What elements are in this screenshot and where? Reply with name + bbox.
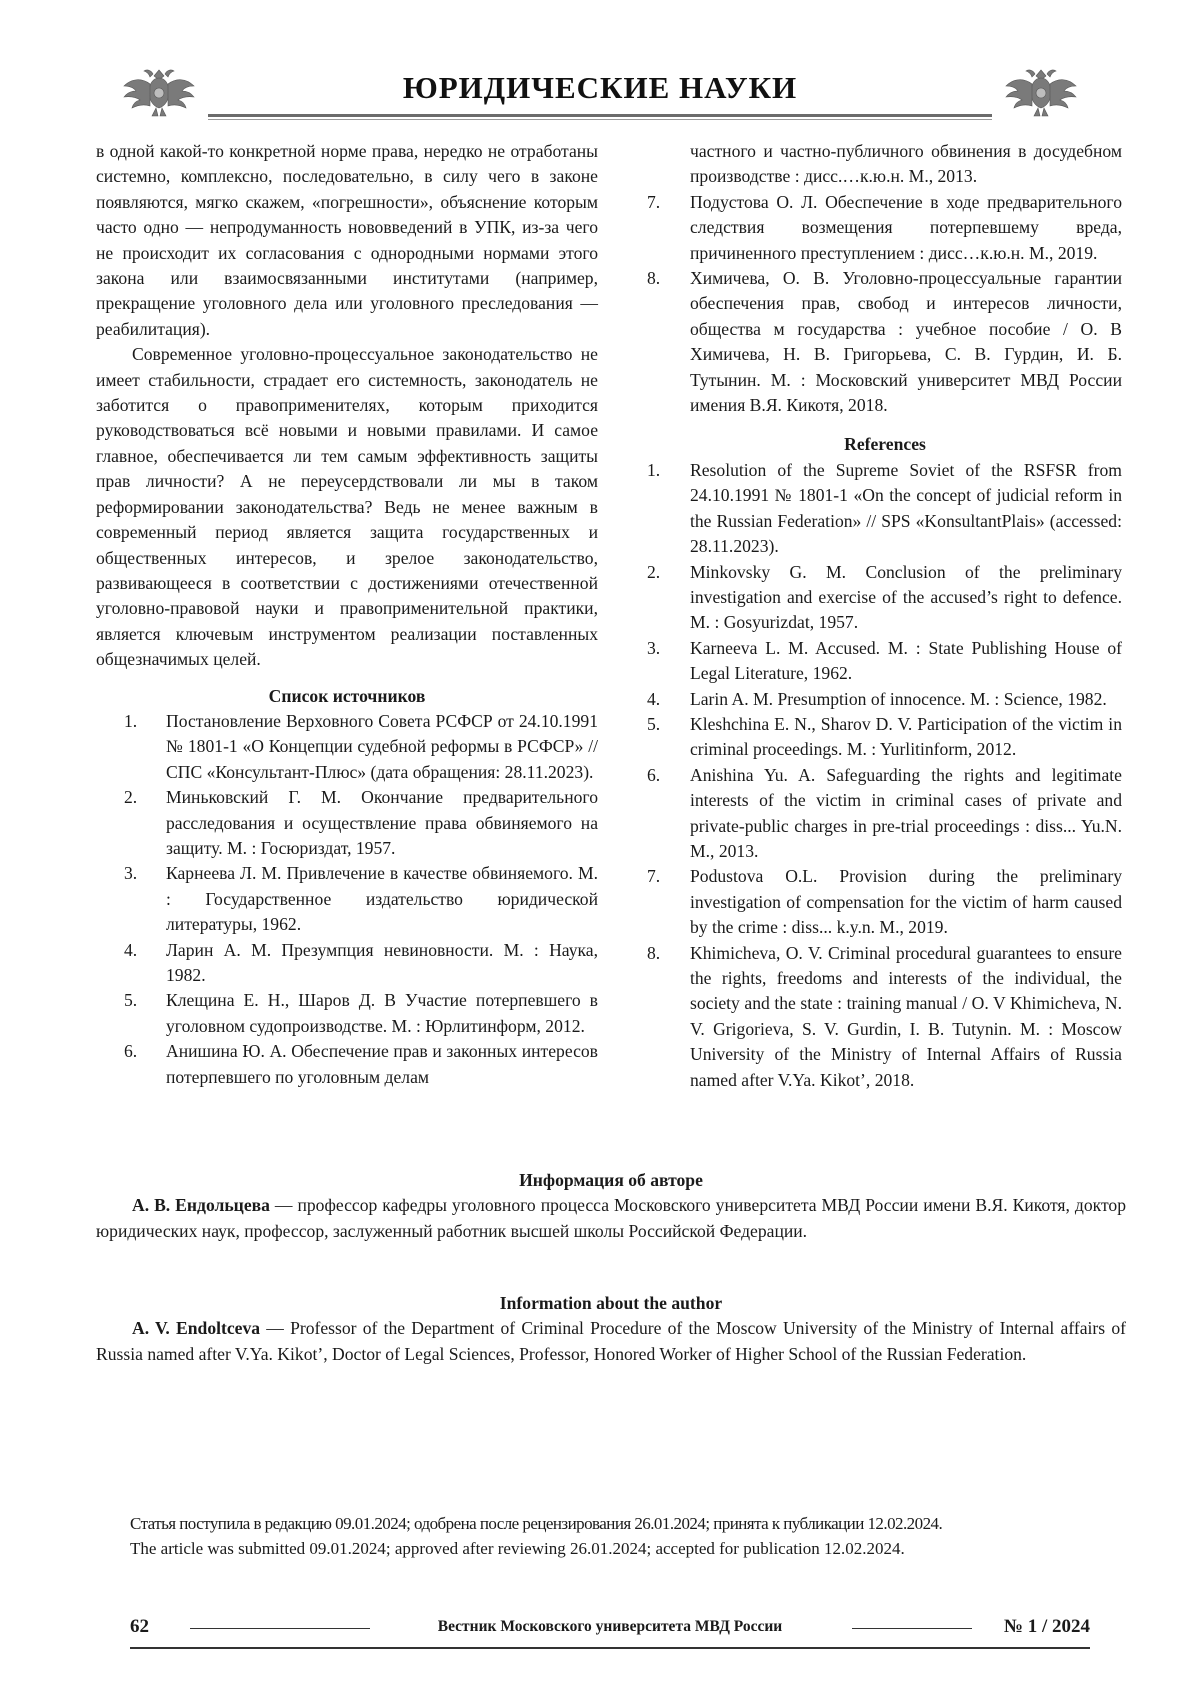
left-column <box>96 139 598 1090</box>
sources-list-continued <box>648 190 1122 419</box>
reference-item: 2. Minkovsky G. M. Conclusion of the preliminary investigation and exercise of the accused’s right to defence. M. : Gosyurizdat, 1957. <box>647 561 1122 633</box>
page-header <box>120 62 1080 126</box>
footer-rule-right <box>852 1628 972 1629</box>
source-item: 2. Миньковский Г. М. Окончание предварительного расследования и осуществление права обвиняемого на защиту. М. : Госюриздат, 1957. <box>124 787 598 858</box>
issue-number: № 1 / 2024 <box>1003 1616 1090 1637</box>
reference-item: 8. Khimicheva, O. V. Criminal procedural guarantees to ensure the rights, freedoms and interests of the individual, the society and the state : training manual / O. V Khimicheva, N. V. Grigorieva, S. V. Gurdin, I. B. Tutynin. M. : Moscow University of the Ministry of Internal Affairs of Russia named after V.Ya. Kikot’, 2018. <box>647 942 1122 1090</box>
source-item-continuation: частного и частно-публичного обвинения в досудебном производстве : дисс.…к.ю.н. М., 2013. <box>690 141 1122 187</box>
right-column <box>648 139 1122 1093</box>
source-item: 4. Ларин А. М. Презумпция невиновности. М. : Наука, 1982. <box>124 939 598 985</box>
author-name: А. В. Ендольцева <box>132 1195 270 1216</box>
body-paragraph: в одной какой-то конкретной норме права, нередко не отработаны системно, комплексно, последовательно, в силу чего в законе появляются, мягко скажем, «погрешности», объяснение которым часто одно — непродуманность нововведений в УПК, из-за чего не происходит их согласования с однородными нормами этого закона или взаимосвязанными институтами (например, прекращение уголовного дела или уголовного преследования — реабилитация). <box>96 141 598 339</box>
header-rule <box>208 114 992 117</box>
source-item: 5. Клещина Е. Н., Шаров Д. В Участие потерпевшего в уголовном судопроизводстве. М. : Юрлитинформ, 2012. <box>124 990 598 1036</box>
author-name: A. V. Endoltceva <box>132 1318 261 1339</box>
source-item: 8. Химичева, О. В. Уголовно-процессуальные гарантии обеспечения прав, свобод и интересов личности, общества м государства : учебное пособие / О. В Химичева, Н. В. Григорьева, С. В. Гурдин, И. Б. Тутынин. М. : Московский университет МВД России имения В.Я. Кикотя, 2018. <box>647 268 1122 416</box>
section-title: ЮРИДИЧЕСКИЕ НАУКИ <box>402 70 798 105</box>
reference-item: 5. Kleshchina E. N., Sharov D. V. Participation of the victim in criminal proceedings. M. : Yurlitinform, 2012. <box>647 713 1122 760</box>
footer-bottom-rule <box>130 1647 1090 1649</box>
source-item: 1. Постановление Верховного Совета РСФСР от 24.10.1991 № 1801-1 «О Концепции судебной реформы в РСФСР» // СПС «Консультант-Плюс» (дата обращения: 28.11.2023). <box>124 710 598 782</box>
reference-item: 1. Resolution of the Supreme Soviet of the RSFSR from 24.10.1991 № 1801-1 «On the concept of judicial reform in the Russian Federation» // SPS «KonsultantPlais» (accessed: 28.11.2023). <box>647 459 1122 557</box>
article-dates <box>130 1511 1120 1562</box>
page-footer <box>130 1616 1090 1646</box>
sources-list <box>96 709 598 1090</box>
author-info-text: А. В. Ендольцева — профессор кафедры уголовного процесса Московского университета МВД России имени В.Я. Кикотя, доктор юридических наук, профессор, заслуженный работник высшей школы Российской Федерации. <box>96 1195 1126 1241</box>
author-info-en <box>96 1291 1126 1367</box>
reference-item: 3. Karneeva L. M. Accused. M. : State Publishing House of Legal Literature, 1962. <box>647 637 1122 684</box>
references-title: References <box>844 434 926 455</box>
body-paragraph: Современное уголовно-процессуальное законодательство не имеет стабильности, страдает его системность, законодатель не заботится о правоприменителях, которым приходится руководствоваться всё новыми и новыми правилами. И самое главное, обеспечивается ли тем самым эффективность защиты прав личности? А не переусердствовали ли мы в таком реформировании законодательства? Ведь не менее важным в современный период является защита государственных и общественных интересов, и зрелое законодательство, развивающееся в соответствии с достижениями отечественной уголовно-правовой науки и правоприменительной практики, является ключевым инструментом реализации поставленных общезначимых целей. <box>96 344 598 670</box>
author-info-ru <box>96 1168 1126 1244</box>
source-item: 3. Карнеева Л. М. Привлечение в качестве обвиняемого. М. : Государственное издательство юридической литературы, 1962. <box>124 863 598 935</box>
sources-title: Список источников <box>268 685 426 706</box>
source-item: 6. Анишина Ю. А. Обеспечение прав и законных интересов потерпевшего по уголовным делам <box>124 1041 598 1087</box>
reference-item: 7. Podustova O.L. Provision during the preliminary investigation of compensation for the victim of harm caused by the crime : diss... k.y.n. M., 2019. <box>647 866 1122 938</box>
double-headed-eagle-emblem-icon <box>1002 62 1080 118</box>
author-info-text: A. V. Endoltceva — Professor of the Department of Criminal Procedure of the Moscow University of the Ministry of Internal affairs of Russia named after V.Ya. Kikot’, Doctor of Legal Sciences, Professor, Honored Worker of Higher School of the Russian Federation. <box>96 1318 1126 1364</box>
references-list <box>648 458 1122 1093</box>
reference-item: 4. Larin A. M. Presumption of innocence. M. : Science, 1982. <box>647 688 1107 709</box>
author-info-title: Информация об авторе <box>519 1170 703 1190</box>
reference-item: 6. Anishina Yu. A. Safeguarding the rights and legitimate interests of the victim in criminal cases of private and private-public charges in pre-trial proceedings : diss... Yu.N. M., 2013. <box>647 764 1122 861</box>
article-dates-en: The article was submitted 09.01.2024; approved after reviewing 26.01.2024; accepted for publication 12.02.2024. <box>130 1539 905 1559</box>
article-dates-ru: Статья поступила в редакцию 09.01.2024; одобрена после рецензирования 26.01.2024; принята к публикации 12.02.2024. <box>130 1514 943 1533</box>
source-item: 7. Подустова О. Л. Обеспечение в ходе предварительного следствия возмещения потерпевшему вреда, причиненного преступлением : дисс…к.ю.н. М., 2019. <box>647 191 1122 263</box>
author-info-title: Information about the author <box>499 1293 723 1313</box>
page-number: 62 <box>130 1616 149 1637</box>
header-rule-thin <box>208 119 992 120</box>
journal-title: Вестник Московского университета МВД России <box>437 1618 783 1635</box>
